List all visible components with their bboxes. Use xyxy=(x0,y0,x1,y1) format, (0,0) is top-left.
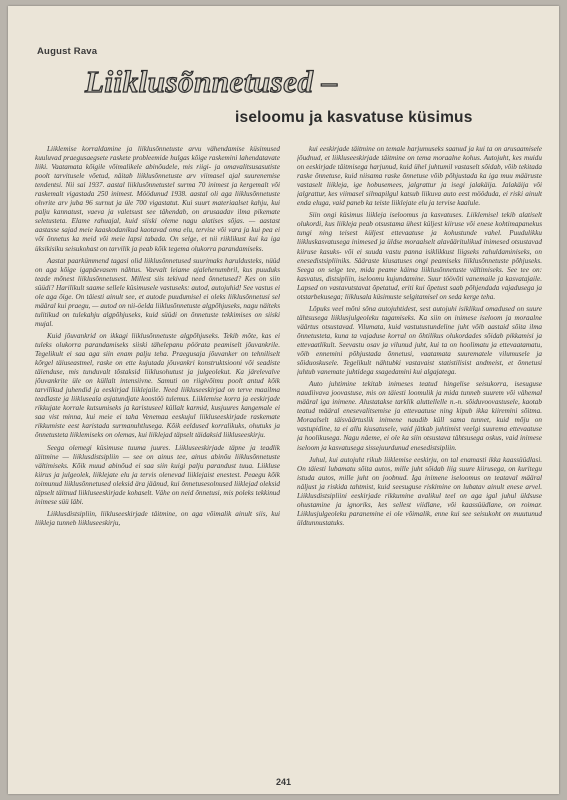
paragraph: Liiklemise korraldamine ja liiklusõnnetuste arvu vähendamise küsimused kuuluvad praegusaegsete raskete probleemide hulgas kõige raskemini lahendatavate liiki. Vaatamata kõigile võimalikele abinõudele, mis riigi- ja omavalitsusasutiste poolt tarvitusele võetud, näitab liiklusõnnetuste arv viimasel ajal suurenemise tendentsi. Nii sai 1937. aastal liiklusõnnetustel surma 70 inimest ja kergemalt või raskemalt vigastada 250 inimest. Möödunud 1938. aastal oli aga liiklusõnnetuste ohvrite arv juba 96 surnut ja üle 700 vigastatut. Kui suurt materiaalset kahju, kui palju kannatust, vaeva ja valetsust see tähendab, on arusaadav ilma pikemate seletusteta. Elame rahuajal, kuid siiski oleme nagu alatises sõjas. — aastast aastasse sajad meie kaaskodanikud kaotavad oma elu, tervise või vara ja kui pea ei või õnnetus ka meid või meie lapsi tabada. On selge, et nii riiklikust kui ka iga üksikisiku seisukohast on tarvilik ja peab kõik tegema olukorra parandamiseks. xyxy=(35,145,280,253)
paragraph: kui eeskirjade täitmine on temale harjumuseks saanud ja kui ta on arusaamisele jõudnud, et liikluseeskirjade täitmine on tema moraalne kohus. Autojuht, kes muidu on eeskirjade täitmisega harjunud, kuid ühel juhtumil vastaselt sõidab, võib tekitada raske õnnetuse, kuid niisama raske õnnetuse võib põhjustada ka iga muu määruste vastaselt liikleja, ige hobusemees, jalgrattur ja isegi jalakäija. Jalakäija või jalgrattur, kes viimasel silmapilgul katsub liikuva auto eest mööduda, ei riski ainult enda eluga, vaid paneb ka teiste liiklejate elu ja tervise kaalule. xyxy=(297,145,542,208)
right-column xyxy=(297,145,542,750)
article-title: Liiklusõnnetused – xyxy=(85,64,338,99)
paragraph: Liiklusdistsipliin, liikluseeskirjade täitmine, on aga võimalik ainult siis, kui liikleja tunneb liikluseeskirju, xyxy=(35,509,280,527)
page-number: 241 xyxy=(275,777,292,787)
left-column xyxy=(35,145,280,750)
article-subtitle: iseloomu ja kasvatuse küsimus xyxy=(235,109,473,126)
magazine-page xyxy=(8,6,559,794)
paragraph: Lõpuks veel mõni sõna autojuhtidest, sest autojuhi isiklikud omadused on suure tähtsusega liiklusjulgeoleku tagamiseks. Ka siin on inimese iseloom ja moraalne väärtus otsustavad. Vilumata, kuid vastutustundeline juht võib aastaid sõita ilma õnnetusteta, kuna ta vajaduse korral on õhtilikus olukordades sõidab pikkamisi ja ettevaatlikult. Seevastu osav ja vilunud juht, kui ta on hoolimatu ja ettevaatamatu, võib ennemini põhjustada õnnetusi, vaatamata suurematele vilumusele ja sõiduoskusele. Tegelikult nähtubki vastavaist statistilisist andmeist, et õnnetusi juhtub vanemate juhtidega ssagedamini kui algajatega. xyxy=(297,304,542,377)
paragraph: Siin ongi küsimus liikleja iseloomus ja kasvatuses. Liiklemisel tekib alatiselt olukordi, kus liikleja peab otsustama ühest küljest kiiruse või enese kohtimapanekus tungi ning teisest küljest ettevaatuse ja kohustunde vahel. Puudulikku liikluskasvatusega inimesed ja üldse moraalselt alavääritulikud inimesed otsustavad kiiruse kasuks- või ei suuda vastu panna isiklikkust liigseks rahuldaminiseks, on enesedistsipliiniks. Sääraste kiusatuses ongi peamiseks liiklusõnnetuste põhjuseks. Seega on selge tee, mida peame käima liiklusõnnetuste vältimiseks. See tee on: kasvatus, distsipliin, iseloomu kujundamine. Suur töövõti vanemaile ja kasvatajaile. Lapsed on vastavutstavat õpetatud, eriti kui õpetust saab põhjendada vajadusega ja otstarbekusega; liiklusala küsimuste selgitamisel on seda kerge teha. xyxy=(297,211,542,301)
paragraph: Seega olemegi küsimuse tuuma juures. Liikluseeskirjade täpne ja teadlik täitmine — liiklusdistsipliin — see on ainus tee, ainus abinõu liiklusõnnetuste vältimiseks. Kõik muud abinõud ei saa siin kuigi palju parandust tuua. Liikluse kiirus ja julgeolek, liiklejate elu ja tervis olenevad liiklejaist enestest. Peaegu kõik toimunud liiklusõnnetused oleksid ära jäänud, kui õnnetusesolnused liiklejad oleksid täpselt täitnud liikluseeskirjade kohaselt. Vähe on neid õnnetusi, mis poleks tekkinud inimese süü läbi. xyxy=(35,443,280,506)
paragraph: Auto juhtimine tekitab inimeses teatud hingelise seisukorra, isesuguse naudiivava joovastuse, mis on täiesti loomulik ja mida tunneb suurem või vähemal määral iga inimene. Alustatakse tarklik aluttellelle n.-n. sõiduvoovastusele, kaotab teatud määral enesevalitsemise ja ettevaatuse ning kipub ikka kiiremini sõitma. Moraalselt täisväärtuslik inimene naudib küll sama tunnet, kuid mõju on vastupidine, ta ei allu kiusatusele, vaid jätkab juhtimist veelgi suurema ettevaatuse ja hoolikusega. Nagu näeme, ei ole ka siin otsustava tähtsusega oskus, vaid inimese iseloom ja kasvatusega sissejuurdunud enesedistsipliin. xyxy=(297,380,542,452)
article-author: August Rava xyxy=(37,46,98,57)
paragraph: Kuid jõuvankrid on ikkagi liiklusõnnetuste algpõhjuseks. Tekib mõte, kas ei tuleks olukorra parandamiseks siiski tähelepanu pöörata peamiselt jõuvankrile. Tegelikult ei saa aga siin enam palju teha. Praegusaja jõuvanker on tehniliselt kõrgel täiuseastmel, raske on ette kujutada jõuvankri konstruktsiooni või seadiste täienduse, mis tunduvalt tõstaksid liiklusohutust ja julgeolekut. Ka järelevalve jõuvankrite üle on küllalt intensiivne. Samuti on riigivõimu poolt antud kõik tarvilikud juhendid ja eeskirjad liiklejaile. Need liikluseeskirjad on terve maailma teadlaste ja liikluseala asjatundjate koostöö tulemus. Liiklemise korra ja eeskirjade rikkujate korrale kutsumiseks ja karistuseel küllalt karmid, kusjuures kangemale ei saa vist minna, kui meie ei taha Venemaa eeskujul liikluseeskirjade raskemate rikkumiste eest karistada surmanuhtlusega. Kõik eeldused korralikuks, ohutuks ja õnnetusteta liiklemiseks on olemas, kui liiklejad täpselt täidaksid liikluseeskirju. xyxy=(35,331,280,440)
paragraph: Aastat paarkümmend tagasi olid liiklusõnnetused suurimaks haruldusteks, nüüd on aga kõige igapäevasem nähtus. Vaevalt leiame ajalehenumbril, kus puuduks teade mõnest liiklusõnnetusest. Millest siis tekivad need õnnetused? Kes on siin süüdi? Harilikult saame sellele küsimusele vastuseks: autod, autojuhid! See vastus ei ole aga õige. On täiesti ainult see, et autode puudumisel ei oleks liiklusõnnetusi sel määral kui praegu, — autod on nii-öelda liiklusõnnetuste algpõhjuseks, nagu näiteks tulitikud on tulekahju algpõhjuseks, kuid süüdi on õnnetuste tekkimises on siiski mujal. xyxy=(35,256,280,328)
paragraph: Juhul, kui autojuht rikub liiklemise eeskirju, on tal enamasti ikka kaassüüdlasi. On täiesti lubamatu sõita autos, mille juht sõidab liig suure kiirusega, on kuritegu istuda autos, mille juht on joobnud. Iga inimene iseloomus on teataval määral näljust ja riskida tahtmist, kuid seesuguse riskimine on lubatav ainult enese arvel. Liiklusdistsipliini eeskirjade rikkumine avalikul teel on aga igal juhul üldsuse ohustamine ja ignoriks, kes sellest viidlane, või kaassüüdlane, on roimar. Liiklusjulgeoleku paranemine ei ole võimalik, enne kui see seisukoht on muutunud üldtunnustatuks. xyxy=(297,455,542,527)
